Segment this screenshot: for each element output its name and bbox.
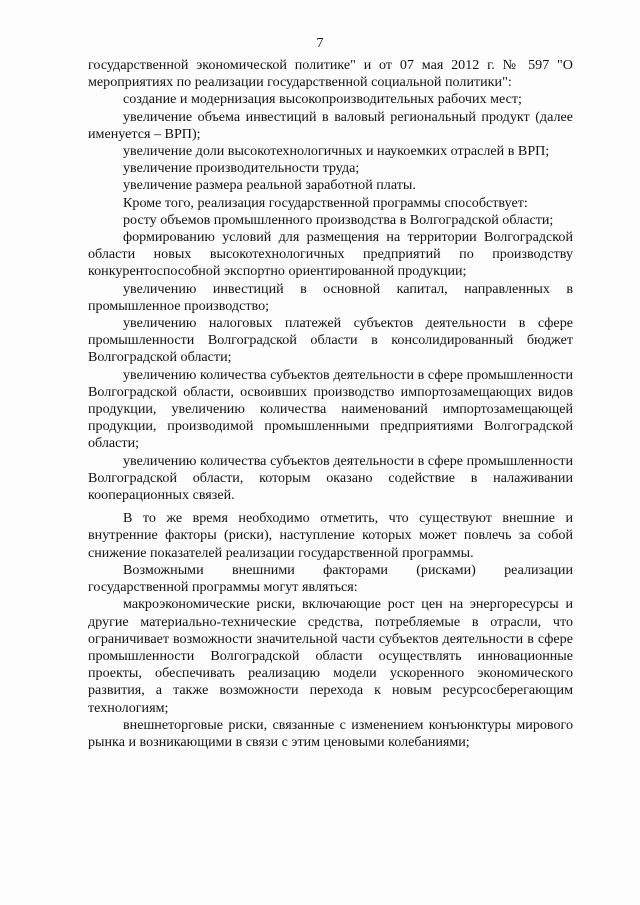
paragraph: государственной экономической политике" и от 07 мая 2012 г. № 597 "О мероприятиях по реализации государственной социальной политики": xyxy=(88,57,573,91)
paragraph: макроэкономические риски, включающие рост цен на энергоресурсы и другие материально-технические средства, потребляемые в отрасли, что ограничивает возможности значительной части субъектов деятельности в сфере промышленности Волгоградской области осуществлять инновационные проекты, обеспечивать реализацию модели ускоренного экономического развития, а также возможности перехода к новым ресурсосберегающим технологиям; xyxy=(88,596,573,716)
page-number: 7 xyxy=(316,36,324,51)
paragraph: увеличению инвестиций в основной капитал, направленных в промышленное производство; xyxy=(88,280,573,314)
paragraph: увеличению количества субъектов деятельности в сфере промышленности Волгоградской области, освоивших производство импортозамещающих видов продукции, увеличению количества наименований импортозамещающей продукции, производимой промышленными предприятиями Волгоградской области; xyxy=(88,366,573,452)
paragraph: Возможными внешними факторами (рисками) реализации государственной программы могут являться: xyxy=(88,561,573,596)
paragraph: увеличению налоговых платежей субъектов деятельности в сфере промышленности Волгоградской области в консолидированный бюджет Волгоградской области; xyxy=(88,315,573,366)
paragraph: увеличение доли высокотехнологичных и наукоемких отраслей в ВРП; xyxy=(123,143,550,160)
paragraph: росту объемов промышленного производства в Волгоградской области; xyxy=(123,211,554,228)
paragraph: Кроме того, реализация государственной программы способствует: xyxy=(123,194,528,211)
paragraph: создание и модернизация высокопроизводительных рабочих мест; xyxy=(123,91,522,108)
document-body xyxy=(88,57,573,751)
paragraph: внешнеторговые риски, связанные с изменением конъюнктуры мирового рынка и возникающими в связи с этим ценовыми колебаниями; xyxy=(88,716,573,750)
paragraph: В то же время необходимо отметить, что существуют внешние и внутренние факторы (риски), наступление которых может повлечь за собой снижение показателей реализации государственной программы. xyxy=(88,510,573,561)
paragraph: увеличению количества субъектов деятельности в сфере промышленности Волгоградской области, которым оказано содействие в налаживании кооперационных связей. xyxy=(88,452,573,504)
paragraph: увеличение размера реальной заработной платы. xyxy=(123,177,416,194)
paragraph: увеличение производительности труда; xyxy=(123,160,360,177)
paragraph: увеличение объема инвестиций в валовый региональный продукт (далее именуется – ВРП); xyxy=(88,108,573,142)
paragraph: формированию условий для размещения на территории Волгоградской области новых высокотехнологичных предприятий по производству конкурентоспособной экспортно ориентированной продукции; xyxy=(88,229,573,280)
